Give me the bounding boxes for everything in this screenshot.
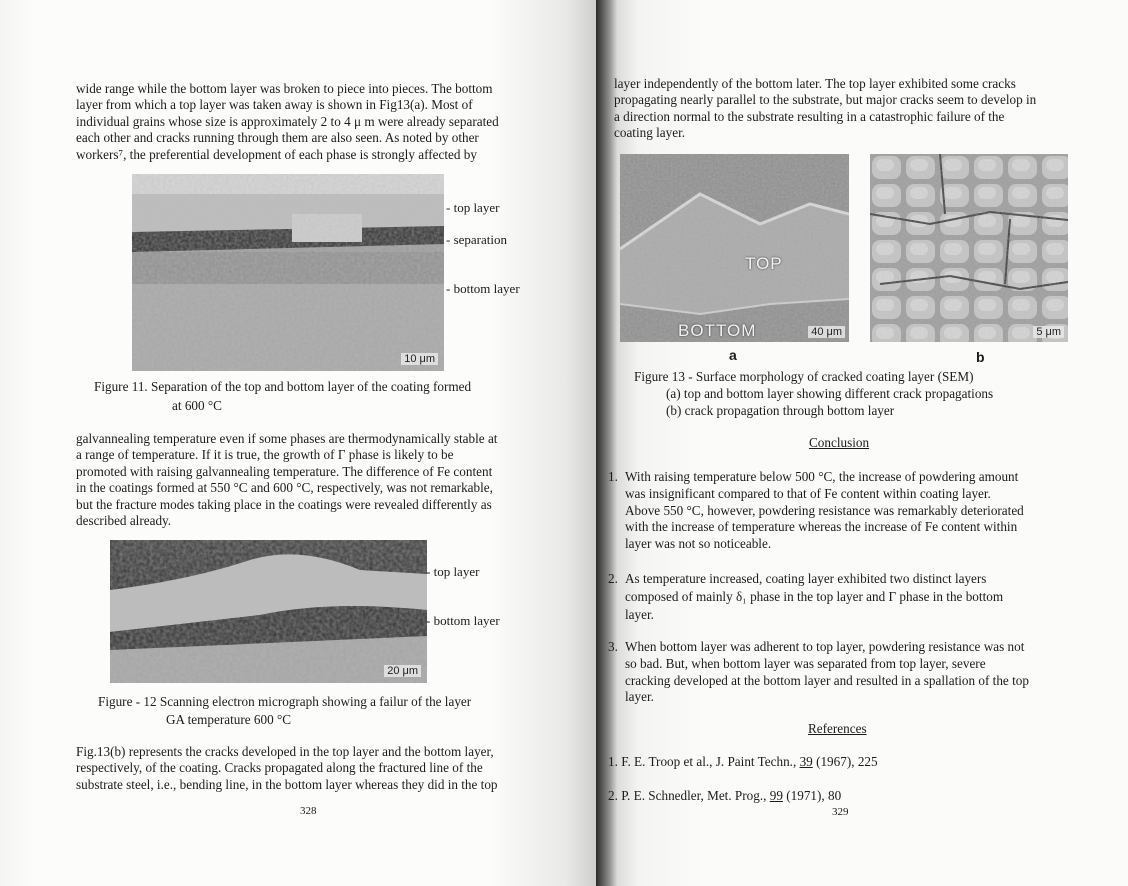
- conclusion-item: [608, 570, 1078, 626]
- text-line: composed of mainly δ₁ phase in the top layer and Γ phase in the bottom: [625, 589, 1004, 604]
- conclusion-item: [608, 469, 1078, 559]
- conclusion-number: 3.: [608, 639, 618, 654]
- conclusion-text: [625, 570, 1075, 624]
- reference-volume: 39: [799, 754, 813, 769]
- figure-12-label-top-layer: - top layer: [426, 564, 480, 579]
- text-line: layer.: [625, 607, 654, 622]
- reference-text: (1967), 225: [812, 754, 878, 769]
- text-line: individual grains whose size is approximately 2 to 4 μ m were already separated: [76, 113, 499, 129]
- conclusion-number: 2.: [608, 571, 618, 586]
- conclusion-number: 1.: [608, 469, 618, 484]
- conclusion-text: [625, 469, 1075, 553]
- text-line: but the fracture modes taking place in the coatings were revealed differently as: [76, 496, 492, 512]
- text-line: respectively, of the coating. Cracks propagated along the fractured line of the: [76, 760, 483, 776]
- figure-11-scale-bar: 10 μm: [401, 353, 438, 365]
- text-line: Above 550 °C, however, powdering resistance was remarkably deteriorated: [625, 502, 1024, 518]
- text-line: substrate steel, i.e., bending line, in the bottom layer whereas they did in the top: [76, 776, 498, 792]
- figure-12-scale-bar: 20 μm: [384, 665, 421, 677]
- text-line: galvannealing temperature even if some phases are thermodynamically stable at: [76, 431, 498, 446]
- figure-13-caption: (b) crack propagation through bottom layer: [666, 403, 895, 418]
- figure-13-panel-b: b: [976, 349, 985, 365]
- figure-11-label-top-layer: - top layer: [446, 200, 500, 215]
- text-line: described already.: [76, 513, 172, 529]
- conclusion-item: [608, 639, 1078, 711]
- references-heading: References: [808, 721, 867, 736]
- left-page-number: 328: [300, 805, 317, 817]
- figure-12-caption: Figure - 12 Scanning electron micrograph showing a failur of the layer: [98, 694, 472, 709]
- text-line: cracking developed at the bottom layer and resulted in a spallation of the top: [625, 672, 1029, 688]
- text-line: a range of temperature. If it is true, the growth of Γ phase is likely to be: [76, 447, 454, 463]
- text-line: so bad. But, when bottom layer was separated from top layer, severe: [625, 655, 986, 671]
- text-line: As temperature increased, coating layer exhibited two distinct layers: [625, 571, 987, 586]
- figure-13a-scale-bar: 40 μm: [808, 326, 845, 338]
- figure-13-panel-a: a: [729, 347, 737, 363]
- figure-12-micrograph: [110, 540, 427, 683]
- right-paragraph-1: [614, 76, 1072, 142]
- reference-text: 1. F. E. Troop et al., J. Paint Techn.,: [608, 754, 800, 769]
- left-paragraph-1: [76, 81, 538, 163]
- reference-text: 2. P. E. Schnedler, Met. Prog.,: [608, 788, 770, 803]
- figure-13-caption: Figure 13 - Surface morphology of cracked coating layer (SEM): [634, 369, 974, 384]
- text-line: with the increase of temperature whereas the increase of Fe content within: [625, 519, 1018, 535]
- text-line: layer was not so noticeable.: [625, 536, 772, 552]
- figure-13a-micrograph: [620, 154, 849, 342]
- figure-13a-label-bottom: BOTTOM: [678, 321, 757, 340]
- right-page-number: 329: [832, 806, 849, 818]
- reference-volume: 99: [769, 788, 783, 803]
- text-line: workers⁷, the preferential development of each phase is strongly affected by: [76, 146, 477, 162]
- reference-item: [608, 788, 841, 804]
- figure-11-micrograph: [132, 174, 444, 371]
- text-line: was insignificant compared to that of Fe content within coating layer.: [625, 485, 991, 501]
- text-line: propagating nearly parallel to the substrate, but major cracks seem to develop in: [614, 92, 1037, 108]
- conclusion-text: [625, 639, 1075, 706]
- text-line: layer from which a top layer was taken away is shown in Fig13(a). Most of: [76, 97, 473, 113]
- figure-11-label-separation: - separation: [446, 232, 508, 247]
- reference-text: (1971), 80: [782, 788, 842, 803]
- figure-13b-micrograph: [870, 154, 1068, 342]
- right-page: [596, 0, 1128, 886]
- text-line: layer independently of the bottom later. The top layer exhibited some cracks: [614, 76, 1016, 91]
- text-line: wide range while the bottom layer was broken to piece into pieces. The bottom: [76, 81, 493, 96]
- text-line: a direction normal to the substrate resulting in a catastrophic failure of the: [614, 108, 1005, 124]
- conclusion-heading: Conclusion: [809, 435, 870, 450]
- text-line: With raising temperature below 500 °C, the increase of powdering amount: [625, 469, 1019, 484]
- figure-13-caption: (a) top and bottom layer showing different crack propagations: [666, 386, 994, 401]
- text-line: promoted with raising galvannealing temperature. The difference of Fe content: [76, 463, 493, 479]
- left-paragraph-2: [76, 431, 538, 529]
- text-line: coating layer.: [614, 125, 686, 141]
- figure-11-caption: Figure 11. Separation of the top and bottom layer of the coating formed: [94, 379, 472, 394]
- reference-item: [608, 754, 878, 770]
- text-line: in the coatings formed at 550 °C and 600 °C, respectively, was not remarkable,: [76, 480, 493, 496]
- text-line: each other and cracks running through them are also seen. As noted by other: [76, 130, 479, 146]
- figure-11-caption: at 600 °C: [172, 398, 222, 413]
- text-line: layer.: [625, 689, 654, 705]
- left-paragraph-3: [76, 744, 538, 793]
- figure-13b-scale-bar: 5 μm: [1033, 326, 1064, 338]
- figure-11-label-bottom-layer: - bottom layer: [446, 281, 520, 296]
- figure-13a-label-top: TOP: [745, 254, 783, 273]
- text-line: When bottom layer was adherent to top layer, powdering resistance was not: [625, 639, 1025, 654]
- figure-12-caption: GA temperature 600 °C: [166, 712, 292, 727]
- figure-12-label-bottom-layer: - bottom layer: [426, 613, 500, 628]
- text-line: Fig.13(b) represents the cracks developed in the top layer and the bottom layer,: [76, 744, 494, 759]
